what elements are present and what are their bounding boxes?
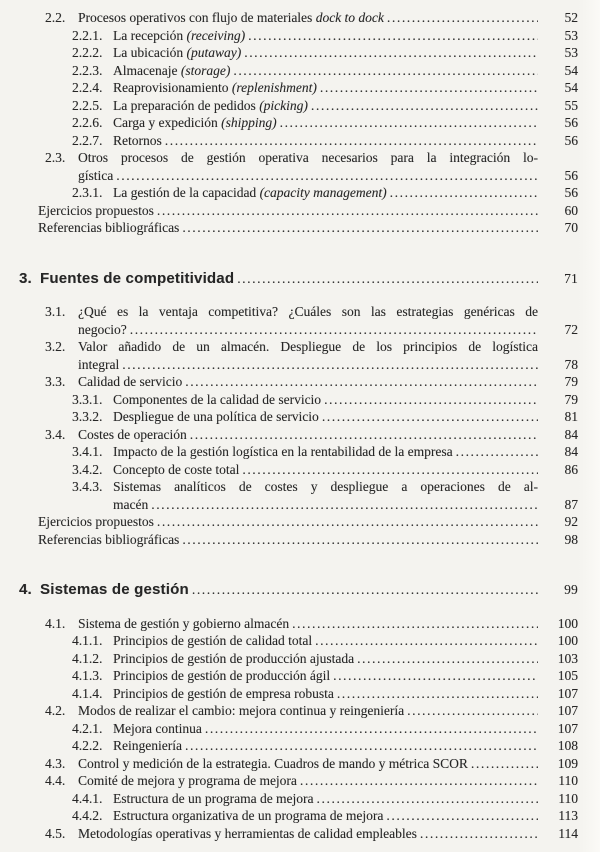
toc-number: 3.4.: [45, 426, 66, 442]
toc-title: Principios de gestión de empresa robusta: [113, 685, 334, 701]
toc-number: 4.1.4.: [72, 685, 103, 701]
toc-number: 4.2.2.: [72, 738, 103, 753]
dot-leader: [179, 219, 538, 236]
dot-leader: [321, 391, 538, 408]
toc-row: [0, 790, 600, 808]
toc-title: Retornos: [113, 132, 162, 148]
toc-number: 2.2.6.: [72, 115, 103, 130]
page-number: 56: [564, 115, 578, 130]
toc-title-italic: (picking): [259, 97, 308, 113]
dot-leader: [230, 62, 538, 79]
toc-title: Principios de gestión de producción ágil: [113, 668, 331, 683]
toc-row: [0, 321, 600, 339]
toc-title: Almacenaje (storage): [113, 62, 231, 78]
toc-title: Referencias bibliográficas: [38, 220, 180, 235]
toc-title: La preparación de pedidos (picking): [113, 97, 308, 113]
toc-title: Control y medición de la estrategia. Cuadros de mando y métrica SCOR: [78, 755, 468, 771]
toc-row: [0, 97, 600, 115]
toc-title: Procesos operativos con flujo de materiales dock to dock: [78, 10, 384, 25]
page-number: 78: [564, 356, 578, 372]
toc-number: 2.2.1.: [72, 27, 103, 43]
toc-title-italic: (receiving): [186, 27, 246, 43]
toc-title: Otros procesos de gestión operativa necesarios para la integración lo-: [78, 150, 538, 165]
dot-leader: [148, 496, 538, 513]
toc-title: Concepto de coste total: [113, 461, 240, 477]
toc-title-italic: (storage): [180, 62, 231, 78]
toc-row: [0, 737, 600, 755]
dot-leader: [182, 737, 538, 754]
page-number: 113: [558, 808, 578, 823]
dot-leader: [289, 615, 538, 632]
toc-number: 3.4.3.: [72, 479, 103, 494]
toc-title: Carga y expedición (shipping): [113, 115, 277, 130]
dot-leader: [189, 581, 538, 598]
toc-row: [0, 772, 600, 790]
toc-number: 2.3.: [45, 150, 66, 165]
dot-leader: [319, 408, 538, 425]
toc-title: Estructura de un programa de mejora: [113, 790, 314, 806]
page-number: 109: [557, 755, 578, 771]
toc-number: 4.1.2.: [72, 650, 103, 666]
page-number: 84: [564, 444, 578, 459]
page-number: 98: [564, 531, 578, 547]
dot-leader: [127, 321, 538, 338]
toc-title: Componentes de la calidad de servicio: [113, 391, 322, 407]
dot-leader: [239, 461, 538, 478]
toc-row: [0, 303, 600, 321]
dot-leader: [154, 513, 538, 530]
toc-number: 3.2.: [45, 339, 66, 354]
toc-title: Referencias bibliográficas: [38, 531, 180, 547]
page-number: 54: [564, 62, 578, 78]
toc-row: [0, 167, 600, 185]
page-number: 86: [564, 461, 578, 477]
page-number: 92: [564, 514, 578, 529]
toc-number: 3.4.1.: [72, 444, 103, 459]
toc-number: 4.3.: [45, 755, 66, 771]
toc-title: Modos de realizar el cambio: mejora continua y reingeniería: [78, 703, 405, 718]
dot-leader: [182, 373, 538, 390]
toc-row: [0, 149, 600, 167]
toc-title: Costes de operación: [78, 426, 187, 442]
dot-leader: [154, 202, 538, 219]
toc-number: 4.4.1.: [72, 790, 103, 806]
page-number: 103: [557, 650, 578, 666]
page-number: 108: [557, 738, 578, 753]
toc-number: 4.: [19, 581, 32, 598]
page-number: 56: [564, 167, 578, 183]
toc-row: [0, 408, 600, 426]
dot-leader: [317, 79, 538, 96]
toc-title-italic: (capacity management): [259, 185, 387, 200]
dot-leader: [330, 667, 538, 684]
toc-title: Ejercicios propuestos: [38, 202, 154, 218]
toc-row: [0, 356, 600, 374]
toc-title-italic: (replenishment): [231, 80, 317, 95]
page-number: 54: [564, 80, 578, 95]
page-number: 114: [558, 825, 578, 841]
dot-leader: [312, 632, 538, 649]
page-number: 70: [564, 220, 578, 235]
toc-number: 4.2.: [45, 703, 66, 718]
toc-number: 4.4.: [45, 773, 66, 788]
toc-row: [0, 496, 600, 514]
toc-title-italic: dock to dock: [315, 10, 384, 25]
toc-row: [0, 79, 600, 97]
toc-number: 3.3.2.: [72, 409, 103, 424]
toc-row: [0, 702, 600, 720]
dot-leader: [453, 443, 538, 460]
toc-row: [0, 807, 600, 825]
toc-title: Despliegue de una política de servicio: [113, 409, 319, 424]
page-number: 53: [564, 45, 578, 60]
toc-title: negocio?: [78, 321, 127, 337]
toc-row: [0, 184, 600, 202]
toc-row: [0, 219, 600, 237]
dot-leader: [179, 531, 538, 548]
toc-title: ¿Qué es la ventaja competitiva? ¿Cuáles son las estrategias genéricas de: [78, 304, 538, 319]
toc-number: 2.2.5.: [72, 97, 103, 113]
toc-title: Sistemas analíticos de costes y despliegue a operaciones de al-: [113, 479, 538, 494]
toc-number: 2.2.3.: [72, 62, 103, 78]
page-number: 81: [564, 409, 578, 424]
toc-row: [0, 720, 600, 738]
dot-leader: [113, 167, 538, 184]
toc-row: [0, 685, 600, 703]
dot-leader: [334, 685, 538, 702]
page-number: 79: [564, 391, 578, 407]
toc-title: Mejora continua: [113, 720, 202, 736]
toc-title: La gestión de la capacidad (capacity management): [113, 185, 387, 200]
dot-leader: [119, 356, 538, 373]
toc-row: [0, 9, 600, 27]
page-number: 110: [558, 790, 578, 806]
page-number: 100: [557, 615, 578, 631]
toc-number: 4.5.: [45, 825, 66, 841]
toc-chapter-row: [0, 270, 600, 288]
toc-row: [0, 513, 600, 531]
toc-row: [0, 114, 600, 132]
dot-leader: [387, 184, 538, 201]
toc-row: [0, 650, 600, 668]
toc-row: [0, 426, 600, 444]
page-number: 72: [564, 321, 578, 337]
toc-title: Principios de gestión de producción ajustada: [113, 650, 355, 666]
toc-title: Estructura organizativa de un programa de mejora: [113, 808, 384, 823]
toc-title: Metodologías operativas y herramientas de calidad empleables: [78, 825, 417, 841]
toc-title: Valor añadido de un almacén. Despliegue de los principios de logística: [78, 339, 538, 354]
toc-number: 3.3.: [45, 374, 66, 389]
dot-leader: [234, 270, 538, 287]
toc-title-italic: (putaway): [186, 45, 242, 60]
toc-title-italic: (shipping): [221, 115, 277, 130]
dot-leader: [187, 426, 538, 443]
page-number: 107: [557, 720, 578, 736]
toc-row: [0, 478, 600, 496]
toc-title: La ubicación (putaway): [113, 45, 242, 60]
dot-leader: [297, 772, 538, 789]
dot-leader: [314, 790, 538, 807]
toc-title: integral: [78, 356, 120, 372]
toc-row: [0, 338, 600, 356]
toc-row: [0, 132, 600, 150]
toc-title: macén: [113, 496, 149, 512]
toc-row: [0, 667, 600, 685]
page-number: 56: [564, 132, 578, 148]
toc-chapter-row: [0, 581, 600, 599]
toc-number: 2.2.4.: [72, 80, 103, 95]
page-number: 99: [564, 582, 578, 597]
page-number: 56: [564, 185, 578, 200]
toc-number: 2.2.: [45, 10, 66, 25]
dot-leader: [468, 755, 538, 772]
dot-leader: [383, 807, 538, 824]
toc-title: Reingeniería: [113, 738, 182, 753]
dot-leader: [245, 27, 538, 44]
toc-number: 3.3.1.: [72, 391, 103, 407]
page-number: 105: [557, 668, 578, 683]
toc-row: [0, 461, 600, 479]
page-number: 79: [564, 374, 578, 389]
table-of-contents: [0, 9, 600, 842]
toc-row: [0, 443, 600, 461]
toc-number: 4.4.2.: [72, 808, 103, 823]
toc-row: [0, 755, 600, 773]
toc-number: 2.2.7.: [72, 132, 103, 148]
toc-row: [0, 391, 600, 409]
toc-title: La recepción (receiving): [113, 27, 246, 43]
toc-row: [0, 202, 600, 220]
toc-row: [0, 44, 600, 62]
page-number: 87: [564, 496, 578, 512]
toc-title: Impacto de la gestión logística en la rentabilidad de la empresa: [113, 444, 453, 459]
toc-title: Reaprovisionamiento (replenishment): [113, 80, 317, 95]
toc-title: Ejercicios propuestos: [38, 514, 154, 529]
page-number: 60: [564, 202, 578, 218]
page-number: 107: [557, 685, 578, 701]
page-number: 55: [564, 97, 578, 113]
page-number: 107: [557, 703, 578, 718]
toc-number: 3.4.2.: [72, 461, 103, 477]
dot-leader: [241, 44, 538, 61]
page-number: 110: [558, 773, 578, 788]
dot-leader: [202, 720, 538, 737]
toc-number: 3.: [19, 269, 32, 287]
page-number: 84: [564, 426, 578, 442]
dot-leader: [308, 97, 538, 114]
dot-leader: [404, 702, 538, 719]
toc-number: 4.1.1.: [72, 633, 103, 648]
page-number: 100: [557, 633, 578, 648]
toc-row: [0, 373, 600, 391]
toc-number: 2.2.2.: [72, 45, 103, 60]
toc-row: [0, 27, 600, 45]
toc-title: Sistema de gestión y gobierno almacén: [78, 615, 290, 631]
toc-title: Sistemas de gestión: [40, 581, 189, 598]
toc-number: 4.1.3.: [72, 668, 103, 683]
dot-leader: [417, 825, 538, 842]
dot-leader: [354, 650, 538, 667]
page-number: 71: [564, 270, 578, 286]
toc-title: gística: [78, 167, 114, 183]
page-number: 52: [564, 10, 578, 25]
toc-title: Comité de mejora y programa de mejora: [78, 773, 297, 788]
toc-number: 4.2.1.: [72, 720, 103, 736]
dot-leader: [162, 132, 538, 149]
toc-title: Fuentes de competitividad: [40, 269, 235, 287]
toc-row: [0, 615, 600, 633]
dot-leader: [277, 114, 538, 131]
toc-number: 3.1.: [45, 304, 66, 319]
toc-row: [0, 62, 600, 80]
page-number: 53: [564, 27, 578, 43]
toc-number: 2.3.1.: [72, 185, 103, 200]
toc-row: [0, 531, 600, 549]
toc-title: Calidad de servicio: [78, 374, 183, 389]
toc-row: [0, 825, 600, 843]
dot-leader: [384, 9, 538, 26]
toc-title: Principios de gestión de calidad total: [113, 633, 313, 648]
toc-number: 4.1.: [45, 615, 66, 631]
toc-row: [0, 632, 600, 650]
